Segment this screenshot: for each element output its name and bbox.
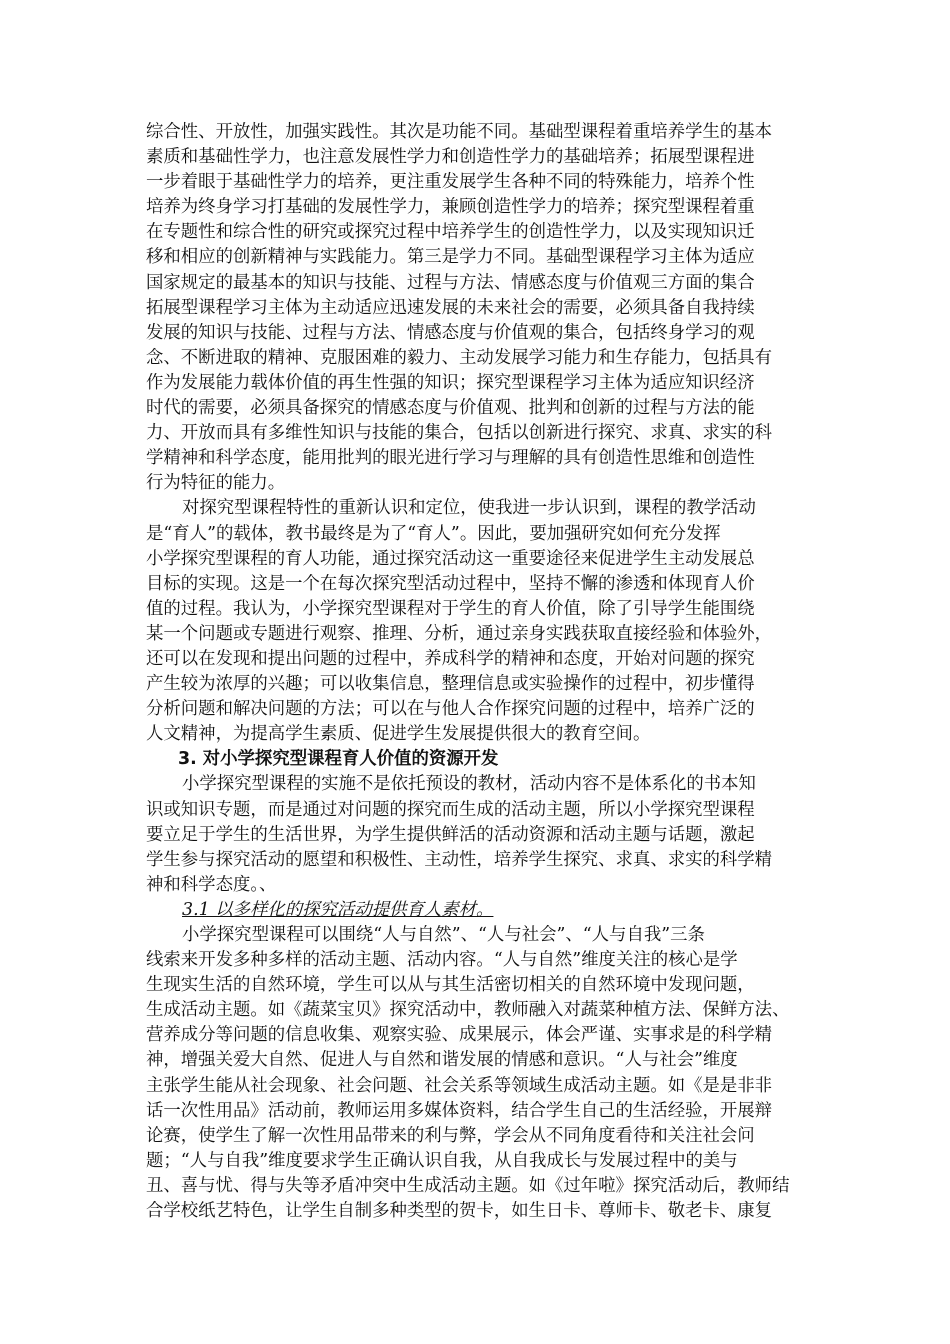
text-line: 素质和基础性学力，也注意发展性学力和创造性学力的基础培养；拓展型课程进 bbox=[146, 147, 755, 168]
text-line: 学生参与探究活动的愿望和积极性、主动性，培养学生探究、求真、求实的科学精 bbox=[146, 849, 773, 870]
text-line: 题；“人与自我”维度要求学生正确认识自我，从自我成长与发展过程中的美与 bbox=[146, 1150, 738, 1171]
text-line: 是“育人”的载体，教书最终是为了“育人”。因此，要加强研究如何充分发挥 bbox=[146, 523, 721, 544]
text-line: 人文精神，为提高学生素质、促进学生发展提供很大的教育空间。 bbox=[146, 724, 651, 745]
text-line: 还可以在发现和提出问题的过程中，养成科学的精神和态度，开始对问题的探究 bbox=[146, 648, 755, 669]
text-line: 发展的知识与技能、过程与方法、情感态度与价值观的集合，包括终身学习的观 bbox=[146, 322, 755, 343]
text-line: 营养成分等问题的信息收集、观察实验、成果展示，体会严谨、实事求是的科学精 bbox=[146, 1025, 773, 1046]
paragraph-curriculum-comparison bbox=[146, 120, 808, 496]
text-line: 产生较为浓厚的兴趣；可以收集信息，整理信息或实验操作的过程中，初步懂得 bbox=[146, 674, 755, 695]
text-line: 力、开放而具有多维性知识与技能的集合，包括以创新进行探究、求真、求实的科 bbox=[146, 423, 773, 444]
text-line: 一步着眼于基础性学力的培养，更注重发展学生各种不同的特殊能力，培养个性 bbox=[146, 172, 755, 193]
text-line: 生现实生活的自然环境，学生可以从与其生活密切相关的自然环境中发现问题， bbox=[146, 975, 755, 996]
text-line: 分析问题和解决问题的方法；可以在与他人合作探究问题的过程中，培养广泛的 bbox=[146, 699, 755, 720]
paragraph-resource-development bbox=[146, 772, 808, 897]
text-line: 综合性、开放性，加强实践性。其次是功能不同。基础型课程着重培养学生的基本 bbox=[146, 122, 773, 142]
paragraph-diverse-activities bbox=[146, 923, 808, 1224]
text-line: 在专题性和综合性的研究或探究过程中培养学生的创造性学力，以及实现知识迁 bbox=[146, 222, 755, 243]
text-line: 合学校纸艺特色，让学生自制多种类型的贺卡，如生日卡、尊师卡、敬老卡、康复 bbox=[146, 1201, 773, 1222]
text-line: 拓展型课程学习主体为主动适应迅速发展的未来社会的需要，必须具备自我持续 bbox=[146, 297, 755, 318]
paragraph-educational-value bbox=[146, 496, 808, 747]
text-line: 要立足于学生的生活世界，为学生提供鲜活的活动资源和活动主题与话题，激起 bbox=[146, 824, 755, 845]
text-line: 国家规定的最基本的知识与技能、过程与方法、情感态度与价值观三方面的集合 bbox=[146, 272, 755, 293]
text-line: 话一次性用品》活动前，教师运用多媒体资料，结合学生自己的生活经验，开展辩 bbox=[146, 1100, 773, 1121]
text-line: 线索来开发多种多样的活动主题、活动内容。“人与自然”维度关注的核心是学 bbox=[146, 950, 738, 971]
text-line: 目标的实现。这是一个在每次探究型活动过程中，坚持不懈的渗透和体现育人价 bbox=[146, 573, 755, 594]
text-line: 论赛，使学生了解一次性用品带来的利与弊，学会从不同角度看待和关注社会问 bbox=[146, 1125, 755, 1146]
text-line: 神和科学态度。、 bbox=[146, 874, 277, 895]
text-line: 丑、喜与忧、得与失等矛盾冲突中生成活动主题。如《过年啦》探究活动后，教师结 bbox=[146, 1175, 790, 1196]
subsection-heading-3-1: 3.1 以多样化的探究活动提供育人素材。 bbox=[182, 899, 494, 920]
text-line: 小学探究型课程可以围绕“人与自然”、“人与社会”、“人与自我”三条 bbox=[182, 925, 705, 945]
text-line: 识或知识专题，而是通过对问题的探究而生成的活动主题，所以小学探究型课程 bbox=[146, 799, 755, 820]
text-line: 作为发展能力载体价值的再生性强的知识；探究型课程学习主体为适应知识经济 bbox=[146, 372, 755, 393]
text-line: 某一个问题或专题进行观察、推理、分析，通过亲身实践获取直接经验和体验外， bbox=[146, 623, 773, 644]
text-line: 念、不断进取的精神、克服困难的毅力、主动发展学习能力和生存能力，包括具有 bbox=[146, 347, 773, 368]
text-line: 学精神和科学态度，能用批判的眼光进行学习与理解的具有创造性思维和创造性 bbox=[146, 448, 755, 469]
text-line: 主张学生能从社会现象、社会问题、社会关系等领域生成活动主题。如《是是非非 bbox=[146, 1075, 773, 1096]
text-line: 行为特征的能力。 bbox=[146, 473, 286, 494]
text-line: 时代的需要，必须具备探究的情感态度与价值观、批判和创新的过程与方法的能 bbox=[146, 398, 755, 419]
text-line: 生成活动主题。如《蔬菜宝贝》探究活动中，教师融入对蔬菜种植方法、保鲜方法、 bbox=[146, 1000, 790, 1021]
text-line: 小学探究型课程的育人功能，通过探究活动这一重要途径来促进学生主动发展总 bbox=[146, 548, 755, 569]
section-heading-3: 3. 对小学探究型课程育人价值的资源开发 bbox=[178, 749, 499, 770]
document-page bbox=[146, 120, 808, 1224]
text-line: 移和相应的创新精神与实践能力。第三是学力不同。基础型课程学习主体为适应 bbox=[146, 247, 755, 268]
text-line: 培养为终身学习打基础的发展性学力，兼顾创造性学力的培养；探究型课程着重 bbox=[146, 197, 755, 218]
text-line: 神，增强关爱大自然、促进人与自然和谐发展的情感和意识。“人与社会”维度 bbox=[146, 1050, 738, 1071]
text-line: 小学探究型课程的实施不是依托预设的教材，活动内容不是体系化的书本知 bbox=[182, 774, 756, 795]
text-line: 值的过程。我认为，小学探究型课程对于学生的育人价值，除了引导学生能围绕 bbox=[146, 598, 755, 619]
text-line: 对探究型课程特性的重新认识和定位，使我进一步认识到，课程的教学活动 bbox=[182, 498, 756, 519]
